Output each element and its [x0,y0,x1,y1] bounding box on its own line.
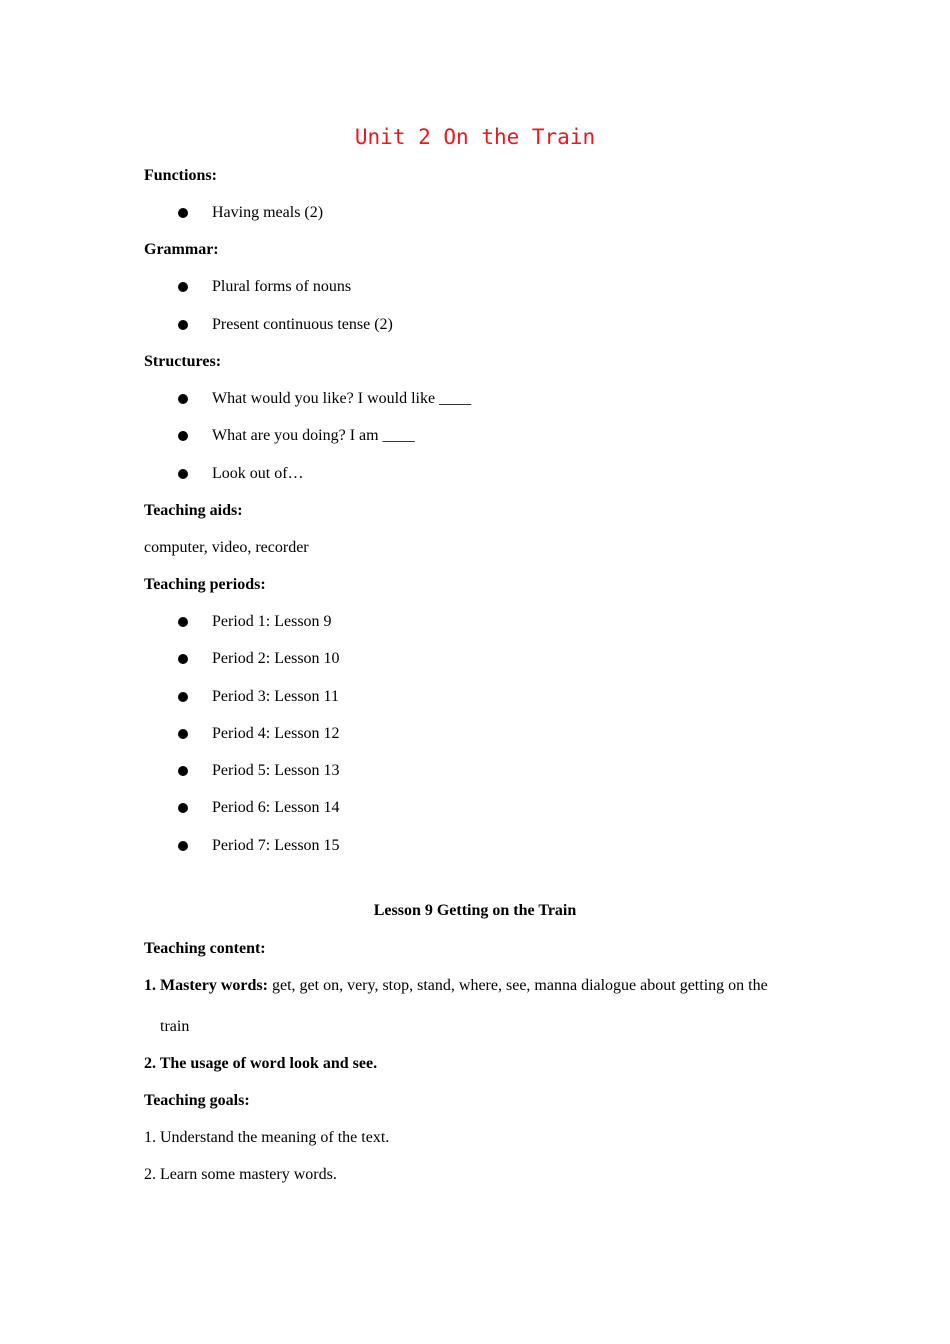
teaching-goals-heading: Teaching goals: [144,1092,250,1109]
bullet-icon [178,394,188,404]
teaching-periods-heading: Teaching periods: [144,576,266,593]
grammar-heading: Grammar: [144,241,219,258]
bullet-icon [178,431,188,441]
list-item-text: What are you doing? I am ____ [212,427,415,444]
teaching-aids-heading: Teaching aids: [144,502,243,519]
structures-heading: Structures: [144,353,222,370]
mastery-words-text: get, get on, very, stop, stand, where, see, manna dialogue about getting on the [267,977,768,994]
list-item-text: Period 2: Lesson 10 [212,650,340,667]
list-item-text: Having meals (2) [212,204,324,221]
teaching-goal-item: 2. Learn some mastery words. [144,1166,337,1183]
list-item-text: Period 6: Lesson 14 [212,799,340,816]
bullet-icon [178,469,188,479]
bullet-icon [178,692,188,702]
list-item-text: Plural forms of nouns [212,278,352,295]
mastery-words-label: 1. Mastery words: [144,977,268,994]
list-item-text: Period 1: Lesson 9 [212,613,332,630]
bullet-icon [178,208,188,218]
mastery-words-continuation: train [160,1018,190,1035]
list-item-text: What would you like? I would like ____ [212,390,472,407]
list-item-text: Period 4: Lesson 12 [212,725,340,742]
lesson-title: Lesson 9 Getting on the Train [373,902,577,919]
list-item-text: Period 5: Lesson 13 [212,762,340,779]
functions-heading: Functions: [144,167,217,184]
list-item-text: Period 7: Lesson 15 [212,837,340,854]
bullet-icon [178,320,188,330]
mastery-words-line [144,976,768,996]
page-title: Unit 2 On the Train [354,125,596,149]
bullet-icon [178,841,188,851]
list-item-text: Present continuous tense (2) [212,316,393,333]
bullet-icon [178,803,188,813]
bullet-icon [178,729,188,739]
word-usage-heading: 2. The usage of word look and see. [144,1055,378,1072]
bullet-icon [178,282,188,292]
teaching-content-heading: Teaching content: [144,940,266,957]
list-item-text: Period 3: Lesson 11 [212,688,339,705]
bullet-icon [178,654,188,664]
list-item-text: Look out of… [212,465,304,482]
bullet-icon [178,617,188,627]
teaching-aids-text: computer, video, recorder [144,539,309,556]
teaching-goal-item: 1. Understand the meaning of the text. [144,1129,390,1146]
bullet-icon [178,766,188,776]
